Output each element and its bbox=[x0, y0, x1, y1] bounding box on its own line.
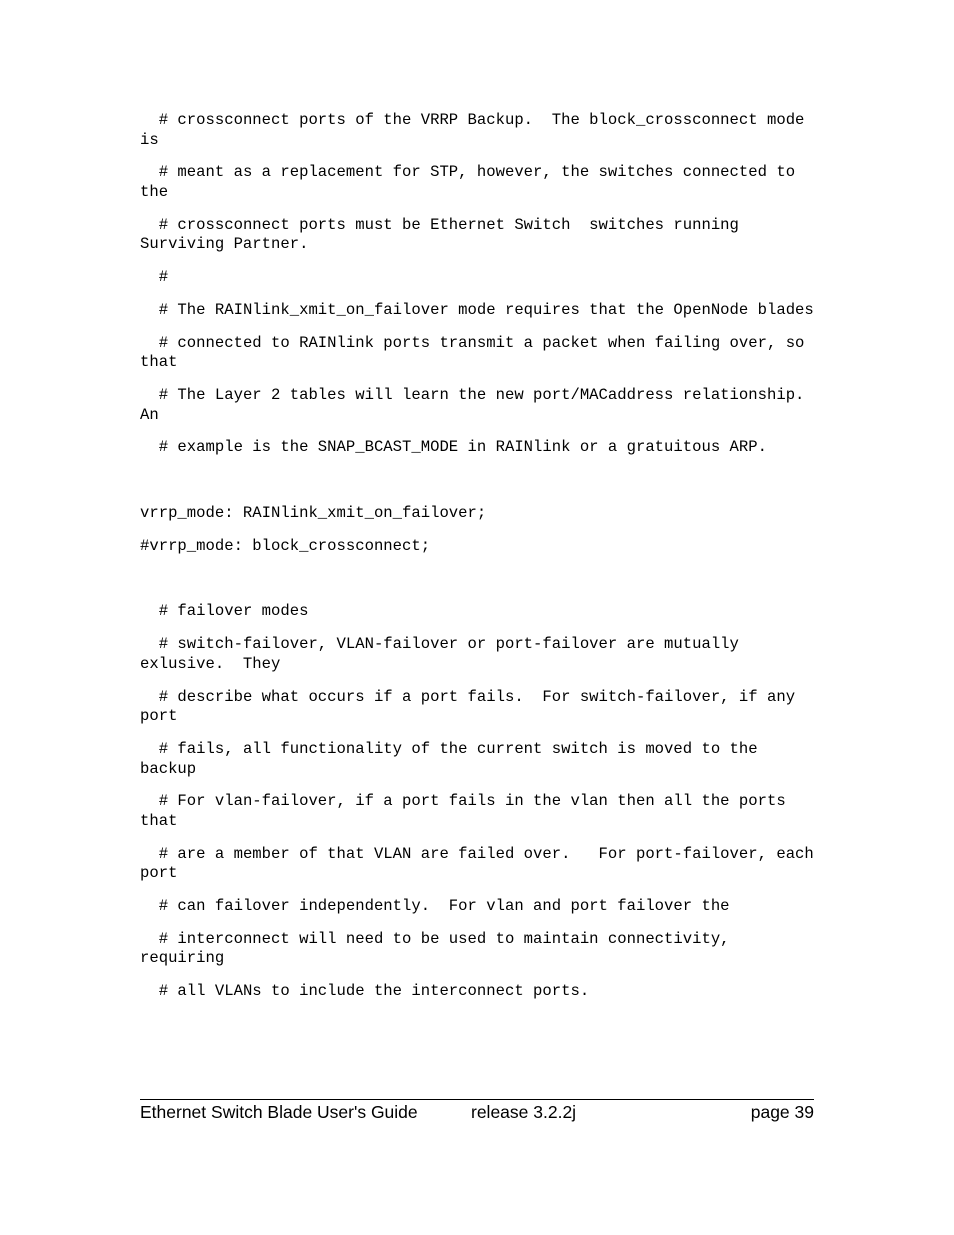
code-line: # interconnect will need to be used to maintain connectivity, requiring bbox=[140, 929, 739, 968]
code-line: # The Layer 2 tables will learn the new port/MACaddress relationship. An bbox=[140, 386, 824, 424]
code-line: # can failover independently. For vlan and port failover the bbox=[140, 897, 730, 916]
config-line: #vrrp_mode: block_crossconnect; bbox=[140, 536, 431, 555]
code-line: # meant as a replacement for STP, however, the switches connected to the bbox=[140, 163, 805, 201]
code-line: # example is the SNAP_BCAST_MODE in RAINlink or a gratuitous ARP. bbox=[140, 438, 767, 457]
footer-release: release 3.2.2j bbox=[471, 1102, 577, 1122]
code-line: # switch-failover, VLAN-failover or port-failover are mutually exlusive. They bbox=[140, 635, 749, 673]
blank-line bbox=[140, 471, 820, 504]
footer-title: Ethernet Switch Blade User's Guide bbox=[140, 1102, 418, 1122]
code-line: # crossconnect ports must be Ethernet Switch switches running Surviving Partner. bbox=[140, 215, 749, 254]
blank-line bbox=[140, 570, 820, 603]
document-body bbox=[140, 111, 824, 1015]
page-footer bbox=[140, 1099, 814, 1128]
code-line: # failover modes bbox=[140, 602, 309, 621]
code-line: # are a member of that VLAN are failed over. For port-failover, each port bbox=[140, 844, 824, 883]
code-line: # describe what occurs if a port fails. For switch-failover, if any port bbox=[140, 687, 805, 726]
code-line: # bbox=[140, 268, 169, 287]
code-line: # For vlan-failover, if a port fails in the vlan then all the ports that bbox=[140, 792, 796, 830]
code-line: # fails, all functionality of the current switch is moved to the backup bbox=[140, 739, 767, 778]
code-line: # crossconnect ports of the VRRP Backup. The block_crossconnect mode is bbox=[140, 111, 814, 149]
config-line: vrrp_mode: RAINlink_xmit_on_failover; bbox=[140, 504, 487, 523]
footer-page-number: page 39 bbox=[750, 1102, 814, 1122]
code-line: # connected to RAINlink ports transmit a packet when failing over, so that bbox=[140, 333, 814, 372]
code-line: # The RAINlink_xmit_on_failover mode requires that the OpenNode blades bbox=[140, 300, 814, 319]
code-line: # all VLANs to include the interconnect ports. bbox=[140, 982, 590, 1001]
